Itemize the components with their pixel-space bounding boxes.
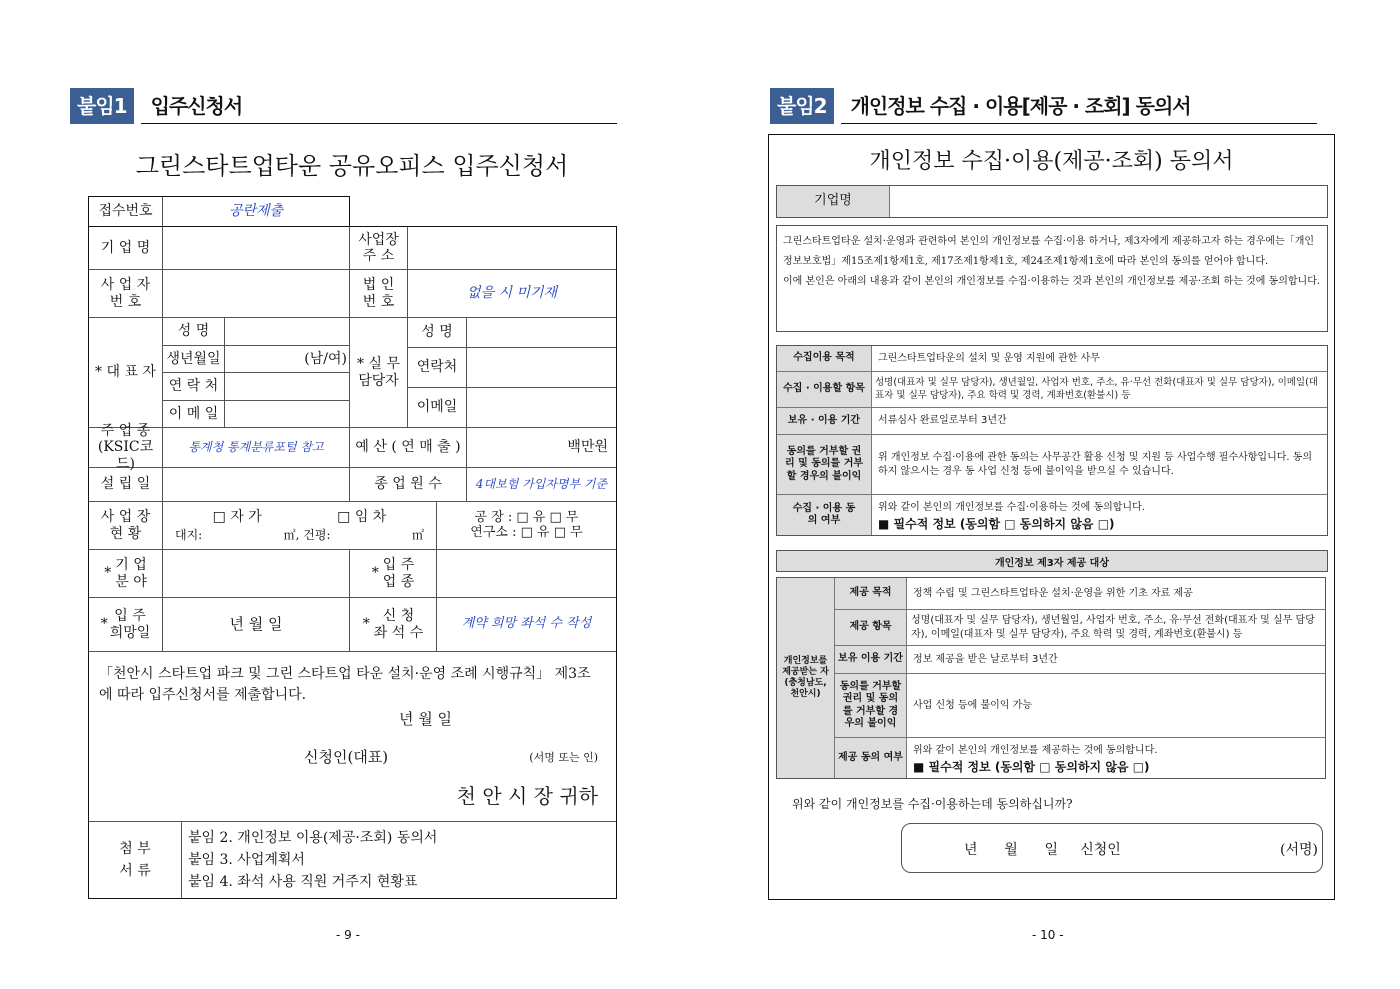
- site-land-unit: ㎡, 건평:: [283, 527, 331, 542]
- budget-label: 예 산 ( 연 매 출 ): [350, 428, 467, 467]
- factory-lab: [437, 502, 616, 549]
- company-name-input[interactable]: [163, 227, 350, 269]
- collection-table: [776, 345, 1328, 536]
- intro-paragraph-2: 이에 본인은 아래의 내용과 같이 본인의 개인정보를 수집·이용하는 것과 본인의 개인정보를 제공·조회 하는 것에 동의합니다.: [783, 276, 1321, 287]
- sign-or-seal[interactable]: (서명 또는 인): [529, 751, 598, 764]
- corp-number-label: 법 인 번 호: [350, 270, 408, 317]
- items-value: 성명(대표자 및 실무 담당자), 생년월일, 사업자 번호, 주소, 유·무선 전화(대표자 및 실무 담당자), 이메일(대표자 및 실무 담당자), 주요 학력 및 경력, 계좌번호(환불시) 등: [875, 376, 1318, 401]
- refusal-header: 동의를 거부할 권리 및 동의를 거부할 경우의 불이익: [777, 435, 872, 494]
- representative-label: * 대 표 자: [89, 318, 163, 427]
- purpose-header: 수집이용 목적: [777, 346, 872, 371]
- consent-intro: [776, 225, 1328, 332]
- rep-phone-input[interactable]: [225, 373, 349, 400]
- attachments-list: [182, 822, 616, 898]
- tenant-industry-label: * 입 주 업 종: [350, 550, 437, 597]
- applicant-label: 신청인(대표): [304, 748, 389, 766]
- consent1-header: 수집 · 이용 동의 여부: [777, 495, 872, 535]
- site-rent-checkbox[interactable]: □ 임 차: [337, 508, 387, 525]
- addressee: 천 안 시 장 귀하: [456, 784, 598, 808]
- tenant-industry-input[interactable]: [437, 550, 616, 597]
- site-status-label: 사 업 장 현 황: [89, 502, 163, 549]
- receipt-number-row: [88, 196, 350, 226]
- form-title: 그린스타트업타운 공유오피스 입주신청서: [135, 152, 569, 180]
- left-page-header: [70, 86, 617, 124]
- seats-label: * 신 청 좌 석 수: [350, 598, 437, 651]
- statement-date: 년 월 일: [399, 710, 453, 728]
- staff-phone-label: 연락처: [408, 348, 467, 387]
- biz-reg-number-input[interactable]: [163, 270, 350, 317]
- site-own-checkbox[interactable]: □ 자 가: [212, 508, 262, 525]
- move-date-label: * 입 주 희망일: [89, 598, 163, 651]
- provide-period-header: 보유 이용 기간: [835, 646, 907, 673]
- company-input[interactable]: [890, 186, 1327, 217]
- corp-number-note[interactable]: 없을 시 미기재: [466, 285, 558, 302]
- statement-text: 「천안시 스타트업 파크 및 그린 스타트업 타운 설치·운영 조례 시행규칙」 제3조에 따라 입주신청서를 제출합니다.: [99, 666, 591, 703]
- consent2-header: 제공 동의 여부: [835, 738, 907, 778]
- intro-paragraph: 그린스타트업타운 설치·운영과 관련하여 본인의 개인정보를 수집·이용 하거나, 제3자에게 제공하고자 하는 경우에는「개인정보보호법」제15조제1항제1호, 제17조제1항제1호, 제24조제1항제1호에 따라 본인의 동의를 얻어야 합니다.: [783, 236, 1315, 267]
- attachment-item: 붙임 2. 개인정보 이용(제공·조회) 동의서: [188, 830, 438, 846]
- business-field-input[interactable]: [163, 550, 350, 597]
- staff-name-label: 성 명: [408, 318, 467, 347]
- period-value: 서류심사 완료일로부터 3년간: [878, 415, 1007, 427]
- move-date-value[interactable]: 년 월 일: [163, 598, 350, 651]
- attachment-tag: 붙임1: [70, 88, 134, 124]
- site-ownership: [163, 502, 437, 549]
- provide-refusal-header: 동의를 거부할 권리 및 동의를 거부할 경우의 불이익: [835, 674, 907, 737]
- receipt-label: 접수번호: [89, 197, 163, 226]
- provide-purpose-header: 제공 목적: [835, 578, 907, 609]
- consent-question: 위와 같이 개인정보를 수집·이용하는데 동의하십니까?: [792, 797, 1073, 811]
- main-industry-label: 주 업 종 (KSIC코드): [89, 428, 163, 467]
- company-name-label: 기 업 명: [89, 227, 163, 269]
- staff-label: * 실 무 담당자: [350, 318, 408, 427]
- business-address-label: 사업장 주 소: [350, 227, 408, 269]
- provide-items-header: 제공 항목: [835, 610, 907, 645]
- statement-block: [89, 652, 616, 822]
- period-header: 보유 · 이용 기간: [777, 408, 872, 434]
- factory-checkbox[interactable]: 공 장 : □ 유 □ 무: [474, 509, 579, 525]
- rep-name-input[interactable]: [225, 318, 349, 345]
- consent1-statement: 위와 같이 본인의 개인정보를 수집·이용하는 것에 동의합니다.: [878, 502, 1145, 513]
- header-title: 개인정보 수집 · 이용[제공 · 조회] 동의서: [841, 88, 1317, 124]
- company-label: 기업명: [777, 186, 890, 217]
- consent-form-title: 개인정보 수집·이용(제공·조회) 동의서: [869, 149, 1234, 174]
- provide-items-value: 성명(대표자 및 실무 담당자), 생년월일, 사업자 번호, 주소, 유·무선 전화(대표자 및 실무 담당자), 이메일(대표자 및 실무 담당자), 주요 학력 및 경력, 계좌번호(환불시) 등: [911, 615, 1315, 640]
- refusal-value: 위 개인정보 수집·이용에 관한 동의는 사무공간 활용 신청 및 지원 등 사업수행 필수사항입니다. 동의하지 않으시는 경우 동 사업 신청 등에 불이익을 받으실 수 있습니다.: [878, 452, 1313, 477]
- application-form-table: [88, 226, 617, 899]
- attachment-item: 붙임 4. 좌석 사용 직원 거주지 현황표: [188, 874, 418, 890]
- business-address-input[interactable]: [408, 227, 616, 269]
- header-title: 입주신청서: [141, 88, 617, 124]
- rep-email-label: 이 메 일: [163, 401, 225, 428]
- seats-note[interactable]: 계약 희망 좌석 수 작성: [461, 616, 592, 632]
- signature-label[interactable]: (서명): [1280, 842, 1318, 858]
- third-party-header: 개인정보 제3자 제공 대상: [776, 550, 1328, 572]
- right-page-header: [770, 86, 1317, 124]
- employees-note[interactable]: 4대보험 가입자명부 기준: [475, 476, 608, 491]
- biz-reg-number-label: 사 업 자 번 호: [89, 270, 163, 317]
- representative-fields: [163, 318, 350, 427]
- rep-birth-label: 생년월일: [163, 346, 225, 373]
- attachment-item: 붙임 3. 사업계획서: [188, 852, 305, 868]
- company-name-row: [776, 185, 1328, 218]
- site-bldg-unit: ㎡: [411, 527, 424, 542]
- staff-fields: [408, 318, 616, 427]
- recipient-header: 개인정보를 제공받는 자 (충청남도, 천안시): [777, 578, 835, 778]
- attachments-label: 첨 부 서 류: [89, 822, 182, 898]
- staff-email-input[interactable]: [467, 388, 616, 427]
- lab-checkbox[interactable]: 연구소 : □ 유 □ 무: [470, 524, 583, 540]
- items-header: 수집 · 이용할 항목: [777, 372, 872, 407]
- signature-date: 년 월 일 신청인: [964, 842, 1121, 858]
- provide-period-value: 정보 제공을 받은 날로부터 3년간: [913, 653, 1058, 665]
- industry-note[interactable]: 통계청 통계분류포털 참고: [163, 428, 350, 467]
- rep-email-input[interactable]: [225, 401, 349, 428]
- staff-name-input[interactable]: [467, 318, 616, 347]
- rep-gender[interactable]: (남/여): [304, 350, 347, 367]
- budget-unit[interactable]: 백만원: [567, 439, 608, 456]
- staff-email-label: 이메일: [408, 388, 467, 427]
- rep-phone-label: 연 락 처: [163, 373, 225, 400]
- page-number: - 10 -: [1032, 928, 1064, 942]
- consent2-checkboxes[interactable]: ■ 필수적 정보 (동의함 □ 동의하지 않음 □): [913, 760, 1150, 774]
- provide-refusal-value: 사업 신청 등에 불이익 가능: [913, 699, 1032, 711]
- signature-box[interactable]: [901, 823, 1323, 873]
- rep-name-label: 성 명: [163, 318, 225, 345]
- est-date-label: 설 립 일: [89, 468, 163, 501]
- attachment-tag: 붙임2: [770, 88, 834, 124]
- staff-phone-input[interactable]: [467, 348, 616, 387]
- purpose-value: 그린스타트업타운의 설치 및 운영 지원에 관한 사무: [878, 352, 1100, 364]
- site-land-label: 대지:: [175, 527, 203, 542]
- est-date-input[interactable]: [163, 468, 350, 501]
- consent2-statement: 위와 같이 본인의 개인정보를 제공하는 것에 동의합니다.: [913, 745, 1158, 756]
- provide-purpose-value: 정책 수립 및 그린스타트업타운 설치·운영을 위한 기초 자료 제공: [913, 587, 1193, 599]
- business-field-label: * 기 업 분 야: [89, 550, 163, 597]
- consent1-checkboxes[interactable]: ■ 필수적 정보 (동의함 □ 동의하지 않음 □): [878, 517, 1115, 531]
- receipt-value: 공란제출: [228, 203, 284, 219]
- page-number: - 9 -: [336, 928, 360, 942]
- employees-label: 종 업 원 수: [350, 468, 467, 501]
- third-party-table: [776, 577, 1326, 779]
